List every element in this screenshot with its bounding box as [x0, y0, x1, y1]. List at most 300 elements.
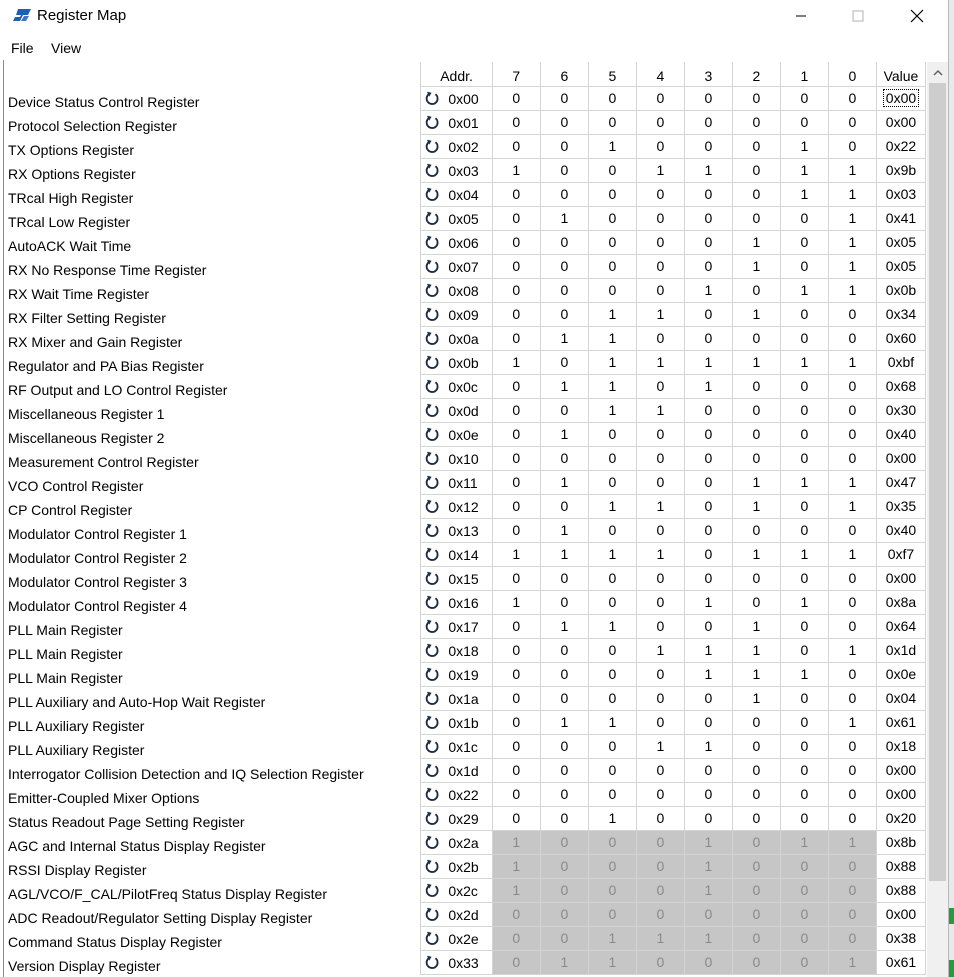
- bit-cell-4[interactable]: 0: [636, 782, 684, 806]
- bit-cell-1[interactable]: 1: [780, 182, 828, 206]
- bit-cell-3[interactable]: 1: [684, 350, 732, 374]
- bit-cell-7[interactable]: 0: [492, 782, 540, 806]
- bit-cell-3[interactable]: 0: [684, 446, 732, 470]
- bit-cell-2[interactable]: 0: [732, 326, 780, 350]
- bit-cell-5[interactable]: 1: [588, 398, 636, 422]
- bit-cell-6[interactable]: 0: [540, 278, 588, 302]
- bit-cell-6[interactable]: 0: [540, 134, 588, 158]
- bit-cell-3[interactable]: 1: [684, 158, 732, 182]
- bit-cell-3[interactable]: 0: [684, 254, 732, 278]
- bit-cell-1[interactable]: 0: [780, 638, 828, 662]
- bit-cell-0[interactable]: 1: [828, 182, 876, 206]
- bit-cell-3[interactable]: 0: [684, 398, 732, 422]
- bit-cell-3[interactable]: 0: [684, 470, 732, 494]
- bit-cell-7[interactable]: 0: [492, 494, 540, 518]
- bit-cell-3[interactable]: 0: [684, 422, 732, 446]
- bit-cell-1[interactable]: 0: [780, 446, 828, 470]
- bit-cell-1[interactable]: 1: [780, 350, 828, 374]
- bit-cell-6[interactable]: 0: [540, 86, 588, 110]
- bit-cell-7[interactable]: 1: [492, 590, 540, 614]
- register-value-cell[interactable]: [876, 926, 925, 950]
- refresh-icon[interactable]: [424, 547, 440, 563]
- bit-cell-1[interactable]: 0: [780, 422, 828, 446]
- bit-cell-1[interactable]: 0: [780, 86, 828, 110]
- bit-cell-5[interactable]: 0: [588, 158, 636, 182]
- register-value-cell[interactable]: [876, 878, 925, 902]
- bit-cell-6[interactable]: 1: [540, 542, 588, 566]
- register-value-cell[interactable]: [876, 950, 925, 974]
- register-value-cell[interactable]: [876, 446, 925, 470]
- bit-cell-7[interactable]: 0: [492, 134, 540, 158]
- register-value-cell[interactable]: [876, 830, 925, 854]
- bit-cell-6[interactable]: 1: [540, 614, 588, 638]
- bit-cell-7[interactable]: 0: [492, 662, 540, 686]
- refresh-icon[interactable]: [424, 523, 440, 539]
- bit-cell-0[interactable]: 0: [828, 86, 876, 110]
- bit-cell-4[interactable]: 0: [636, 686, 684, 710]
- bit-cell-0[interactable]: 1: [828, 158, 876, 182]
- refresh-icon[interactable]: [424, 139, 440, 155]
- bit-cell-2[interactable]: 1: [732, 470, 780, 494]
- bit-cell-4[interactable]: 0: [636, 86, 684, 110]
- register-value-cell[interactable]: [876, 206, 925, 230]
- bit-cell-6[interactable]: 1: [540, 206, 588, 230]
- bit-cell-2[interactable]: 0: [732, 182, 780, 206]
- bit-cell-7[interactable]: 0: [492, 398, 540, 422]
- bit-cell-4[interactable]: 1: [636, 398, 684, 422]
- bit-cell-4[interactable]: 0: [636, 254, 684, 278]
- refresh-icon[interactable]: [424, 259, 440, 275]
- refresh-icon[interactable]: [424, 427, 440, 443]
- bit-cell-5[interactable]: 0: [588, 662, 636, 686]
- bit-cell-7[interactable]: 0: [492, 806, 540, 830]
- bit-cell-3[interactable]: 0: [684, 182, 732, 206]
- bit-cell-0[interactable]: 0: [828, 614, 876, 638]
- bit-cell-0[interactable]: 0: [828, 422, 876, 446]
- refresh-icon[interactable]: [424, 763, 440, 779]
- bit-cell-7[interactable]: 0: [492, 710, 540, 734]
- bit-cell-5[interactable]: 1: [588, 134, 636, 158]
- bit-cell-3[interactable]: 0: [684, 134, 732, 158]
- minimize-button[interactable]: [778, 0, 824, 32]
- bit-cell-0[interactable]: 0: [828, 566, 876, 590]
- bit-cell-2[interactable]: 0: [732, 278, 780, 302]
- bit-cell-6[interactable]: 0: [540, 446, 588, 470]
- refresh-icon[interactable]: [424, 355, 440, 371]
- bit-cell-3[interactable]: 0: [684, 710, 732, 734]
- bit-cell-1[interactable]: 0: [780, 206, 828, 230]
- bit-cell-2[interactable]: 0: [732, 518, 780, 542]
- bit-cell-4[interactable]: 1: [636, 542, 684, 566]
- bit-cell-0[interactable]: 0: [828, 734, 876, 758]
- bit-cell-2[interactable]: 1: [732, 350, 780, 374]
- refresh-icon[interactable]: [424, 955, 440, 971]
- bit-cell-1[interactable]: 0: [780, 614, 828, 638]
- bit-cell-6[interactable]: 0: [540, 638, 588, 662]
- bit-cell-7[interactable]: 0: [492, 110, 540, 134]
- bit-cell-2[interactable]: 1: [732, 662, 780, 686]
- bit-cell-6[interactable]: 0: [540, 686, 588, 710]
- bit-cell-1[interactable]: 0: [780, 782, 828, 806]
- bit-cell-5[interactable]: 0: [588, 278, 636, 302]
- bit-cell-5[interactable]: 0: [588, 638, 636, 662]
- refresh-icon[interactable]: [424, 283, 440, 299]
- register-value-cell[interactable]: [876, 758, 925, 782]
- refresh-icon[interactable]: [424, 739, 440, 755]
- bit-cell-4[interactable]: 0: [636, 206, 684, 230]
- refresh-icon[interactable]: [424, 475, 440, 491]
- bit-cell-6[interactable]: 1: [540, 470, 588, 494]
- bit-cell-4[interactable]: 0: [636, 422, 684, 446]
- bit-cell-6[interactable]: 1: [540, 326, 588, 350]
- register-value-cell[interactable]: [876, 86, 925, 110]
- bit-cell-1[interactable]: 0: [780, 302, 828, 326]
- bit-cell-7[interactable]: 0: [492, 734, 540, 758]
- bit-cell-1[interactable]: 1: [780, 470, 828, 494]
- bit-cell-7[interactable]: 0: [492, 470, 540, 494]
- refresh-icon[interactable]: [424, 883, 440, 899]
- bit-cell-1[interactable]: 1: [780, 590, 828, 614]
- bit-cell-4[interactable]: 0: [636, 710, 684, 734]
- bit-cell-4[interactable]: 0: [636, 518, 684, 542]
- bit-cell-3[interactable]: 0: [684, 494, 732, 518]
- bit-cell-5[interactable]: 0: [588, 182, 636, 206]
- refresh-icon[interactable]: [424, 403, 440, 419]
- refresh-icon[interactable]: [424, 931, 440, 947]
- bit-cell-3[interactable]: 0: [684, 758, 732, 782]
- bit-cell-7[interactable]: 0: [492, 614, 540, 638]
- bit-cell-2[interactable]: 0: [732, 806, 780, 830]
- bit-cell-2[interactable]: 1: [732, 638, 780, 662]
- register-value-cell[interactable]: [876, 182, 925, 206]
- bit-cell-4[interactable]: 1: [636, 734, 684, 758]
- bit-cell-1[interactable]: 0: [780, 326, 828, 350]
- bit-cell-0[interactable]: 1: [828, 350, 876, 374]
- refresh-icon[interactable]: [424, 235, 440, 251]
- register-value-cell[interactable]: [876, 806, 925, 830]
- register-value-cell[interactable]: [876, 398, 925, 422]
- refresh-icon[interactable]: [424, 211, 440, 227]
- bit-cell-6[interactable]: 0: [540, 590, 588, 614]
- bit-cell-1[interactable]: 0: [780, 710, 828, 734]
- bit-cell-7[interactable]: 0: [492, 422, 540, 446]
- bit-cell-2[interactable]: 0: [732, 758, 780, 782]
- refresh-icon[interactable]: [424, 787, 440, 803]
- register-value-cell[interactable]: [876, 902, 925, 926]
- menu-view[interactable]: View: [51, 40, 82, 56]
- refresh-icon[interactable]: [424, 715, 440, 731]
- bit-cell-0[interactable]: 1: [828, 230, 876, 254]
- bit-cell-3[interactable]: 1: [684, 374, 732, 398]
- bit-cell-3[interactable]: 0: [684, 86, 732, 110]
- bit-cell-7[interactable]: 1: [492, 542, 540, 566]
- bit-cell-2[interactable]: 0: [732, 446, 780, 470]
- bit-cell-3[interactable]: 0: [684, 518, 732, 542]
- bit-cell-3[interactable]: 0: [684, 230, 732, 254]
- bit-cell-2[interactable]: 1: [732, 254, 780, 278]
- bit-cell-5[interactable]: 0: [588, 110, 636, 134]
- bit-cell-0[interactable]: 1: [828, 206, 876, 230]
- bit-cell-0[interactable]: 1: [828, 638, 876, 662]
- refresh-icon[interactable]: [424, 379, 440, 395]
- bit-cell-1[interactable]: 0: [780, 110, 828, 134]
- bit-cell-4[interactable]: 0: [636, 614, 684, 638]
- bit-cell-5[interactable]: 0: [588, 686, 636, 710]
- bit-cell-5[interactable]: 1: [588, 542, 636, 566]
- vertical-scrollbar[interactable]: [927, 62, 948, 977]
- bit-cell-1[interactable]: 0: [780, 806, 828, 830]
- bit-cell-0[interactable]: 0: [828, 326, 876, 350]
- bit-cell-3[interactable]: 0: [684, 686, 732, 710]
- bit-cell-6[interactable]: 0: [540, 350, 588, 374]
- bit-cell-3[interactable]: 0: [684, 542, 732, 566]
- register-value-cell[interactable]: [876, 254, 925, 278]
- bit-cell-1[interactable]: 0: [780, 686, 828, 710]
- register-value-cell[interactable]: [876, 302, 925, 326]
- refresh-icon[interactable]: [424, 91, 440, 107]
- bit-cell-3[interactable]: 1: [684, 734, 732, 758]
- bit-cell-5[interactable]: 1: [588, 710, 636, 734]
- refresh-icon[interactable]: [424, 907, 440, 923]
- refresh-icon[interactable]: [424, 835, 440, 851]
- register-value-cell[interactable]: [876, 686, 925, 710]
- bit-cell-1[interactable]: 0: [780, 398, 828, 422]
- register-value-cell[interactable]: [876, 734, 925, 758]
- bit-cell-3[interactable]: 0: [684, 326, 732, 350]
- bit-cell-1[interactable]: 0: [780, 254, 828, 278]
- bit-cell-3[interactable]: 1: [684, 638, 732, 662]
- bit-cell-7[interactable]: 0: [492, 518, 540, 542]
- bit-cell-6[interactable]: 1: [540, 422, 588, 446]
- bit-cell-3[interactable]: 0: [684, 110, 732, 134]
- bit-cell-2[interactable]: 0: [732, 398, 780, 422]
- bit-cell-0[interactable]: 1: [828, 542, 876, 566]
- bit-cell-2[interactable]: 0: [732, 710, 780, 734]
- bit-cell-2[interactable]: 0: [732, 374, 780, 398]
- bit-cell-0[interactable]: 1: [828, 494, 876, 518]
- bit-cell-6[interactable]: 0: [540, 782, 588, 806]
- bit-cell-0[interactable]: 0: [828, 134, 876, 158]
- bit-cell-0[interactable]: 0: [828, 758, 876, 782]
- register-value-cell[interactable]: [876, 326, 925, 350]
- bit-cell-7[interactable]: 0: [492, 182, 540, 206]
- register-value-cell[interactable]: [876, 350, 925, 374]
- bit-cell-6[interactable]: 1: [540, 518, 588, 542]
- bit-cell-3[interactable]: 0: [684, 614, 732, 638]
- bit-cell-6[interactable]: 0: [540, 158, 588, 182]
- bit-cell-6[interactable]: 0: [540, 182, 588, 206]
- bit-cell-5[interactable]: 1: [588, 350, 636, 374]
- bit-cell-5[interactable]: 0: [588, 758, 636, 782]
- bit-cell-5[interactable]: 0: [588, 422, 636, 446]
- bit-cell-6[interactable]: 0: [540, 110, 588, 134]
- bit-cell-5[interactable]: 1: [588, 614, 636, 638]
- bit-cell-4[interactable]: 1: [636, 302, 684, 326]
- bit-cell-1[interactable]: 1: [780, 134, 828, 158]
- refresh-icon[interactable]: [424, 619, 440, 635]
- bit-cell-0[interactable]: 0: [828, 686, 876, 710]
- bit-cell-7[interactable]: 0: [492, 758, 540, 782]
- refresh-icon[interactable]: [424, 307, 440, 323]
- bit-cell-6[interactable]: 0: [540, 302, 588, 326]
- register-value-cell[interactable]: [876, 494, 925, 518]
- bit-cell-4[interactable]: 0: [636, 374, 684, 398]
- bit-cell-7[interactable]: 1: [492, 350, 540, 374]
- bit-cell-1[interactable]: 0: [780, 758, 828, 782]
- bit-cell-5[interactable]: 1: [588, 302, 636, 326]
- bit-cell-5[interactable]: 0: [588, 518, 636, 542]
- bit-cell-7[interactable]: 0: [492, 686, 540, 710]
- scroll-up-button[interactable]: [927, 62, 948, 82]
- bit-cell-0[interactable]: 0: [828, 302, 876, 326]
- bit-cell-4[interactable]: 0: [636, 134, 684, 158]
- refresh-icon[interactable]: [424, 163, 440, 179]
- refresh-icon[interactable]: [424, 499, 440, 515]
- bit-cell-4[interactable]: 0: [636, 230, 684, 254]
- bit-cell-3[interactable]: 0: [684, 302, 732, 326]
- bit-cell-3[interactable]: 1: [684, 590, 732, 614]
- bit-cell-0[interactable]: 1: [828, 254, 876, 278]
- bit-cell-5[interactable]: 0: [588, 230, 636, 254]
- bit-cell-4[interactable]: 0: [636, 806, 684, 830]
- scroll-thumb[interactable]: [929, 83, 946, 881]
- bit-cell-4[interactable]: 0: [636, 662, 684, 686]
- bit-cell-1[interactable]: 1: [780, 542, 828, 566]
- bit-cell-4[interactable]: 0: [636, 278, 684, 302]
- bit-cell-6[interactable]: 0: [540, 494, 588, 518]
- bit-cell-2[interactable]: 1: [732, 614, 780, 638]
- bit-cell-1[interactable]: 0: [780, 566, 828, 590]
- refresh-icon[interactable]: [424, 667, 440, 683]
- bit-cell-2[interactable]: 0: [732, 734, 780, 758]
- bit-cell-7[interactable]: 0: [492, 254, 540, 278]
- register-value-cell[interactable]: [876, 518, 925, 542]
- bit-cell-2[interactable]: 0: [732, 782, 780, 806]
- bit-cell-0[interactable]: 0: [828, 590, 876, 614]
- refresh-icon[interactable]: [424, 571, 440, 587]
- bit-cell-2[interactable]: 0: [732, 566, 780, 590]
- bit-cell-5[interactable]: 1: [588, 494, 636, 518]
- bit-cell-6[interactable]: 0: [540, 254, 588, 278]
- bit-cell-6[interactable]: 0: [540, 662, 588, 686]
- bit-cell-0[interactable]: 0: [828, 806, 876, 830]
- bit-cell-7[interactable]: 0: [492, 230, 540, 254]
- bit-cell-1[interactable]: 0: [780, 374, 828, 398]
- bit-cell-0[interactable]: 0: [828, 446, 876, 470]
- bit-cell-0[interactable]: 0: [828, 662, 876, 686]
- register-value-cell[interactable]: [876, 278, 925, 302]
- bit-cell-0[interactable]: 1: [828, 278, 876, 302]
- bit-cell-7[interactable]: 0: [492, 302, 540, 326]
- bit-cell-5[interactable]: 0: [588, 734, 636, 758]
- bit-cell-3[interactable]: 0: [684, 566, 732, 590]
- refresh-icon[interactable]: [424, 691, 440, 707]
- bit-cell-4[interactable]: 0: [636, 758, 684, 782]
- bit-cell-3[interactable]: 0: [684, 782, 732, 806]
- bit-cell-7[interactable]: 0: [492, 206, 540, 230]
- bit-cell-2[interactable]: 1: [732, 494, 780, 518]
- refresh-icon[interactable]: [424, 187, 440, 203]
- bit-cell-6[interactable]: 0: [540, 566, 588, 590]
- register-value-cell[interactable]: [876, 590, 925, 614]
- bit-cell-0[interactable]: 0: [828, 518, 876, 542]
- bit-cell-2[interactable]: 1: [732, 542, 780, 566]
- bit-cell-4[interactable]: 0: [636, 470, 684, 494]
- bit-cell-2[interactable]: 0: [732, 158, 780, 182]
- bit-cell-1[interactable]: 1: [780, 662, 828, 686]
- menu-file[interactable]: File: [11, 40, 34, 56]
- bit-cell-1[interactable]: 1: [780, 278, 828, 302]
- bit-cell-2[interactable]: 0: [732, 110, 780, 134]
- bit-cell-4[interactable]: 1: [636, 638, 684, 662]
- bit-cell-2[interactable]: 0: [732, 590, 780, 614]
- bit-cell-4[interactable]: 0: [636, 182, 684, 206]
- bit-cell-1[interactable]: 0: [780, 518, 828, 542]
- register-value-cell[interactable]: [876, 110, 925, 134]
- refresh-icon[interactable]: [424, 859, 440, 875]
- register-value-cell[interactable]: [876, 158, 925, 182]
- bit-cell-5[interactable]: 0: [588, 86, 636, 110]
- bit-cell-6[interactable]: 0: [540, 398, 588, 422]
- bit-cell-4[interactable]: 1: [636, 158, 684, 182]
- bit-cell-0[interactable]: 0: [828, 374, 876, 398]
- register-value-cell[interactable]: [876, 542, 925, 566]
- bit-cell-5[interactable]: 0: [588, 254, 636, 278]
- bit-cell-2[interactable]: 1: [732, 686, 780, 710]
- bit-cell-7[interactable]: 0: [492, 566, 540, 590]
- bit-cell-0[interactable]: 0: [828, 398, 876, 422]
- register-value-cell[interactable]: [876, 230, 925, 254]
- bit-cell-1[interactable]: 0: [780, 230, 828, 254]
- bit-cell-6[interactable]: 1: [540, 374, 588, 398]
- bit-cell-5[interactable]: 0: [588, 590, 636, 614]
- refresh-icon[interactable]: [424, 811, 440, 827]
- bit-cell-6[interactable]: 0: [540, 734, 588, 758]
- bit-cell-5[interactable]: 0: [588, 566, 636, 590]
- bit-cell-2[interactable]: 1: [732, 302, 780, 326]
- bit-cell-3[interactable]: 0: [684, 806, 732, 830]
- bit-cell-4[interactable]: 0: [636, 566, 684, 590]
- register-value-cell[interactable]: [876, 134, 925, 158]
- bit-cell-5[interactable]: 1: [588, 806, 636, 830]
- bit-cell-4[interactable]: 0: [636, 326, 684, 350]
- register-value-cell[interactable]: [876, 854, 925, 878]
- bit-cell-6[interactable]: 1: [540, 710, 588, 734]
- register-value-cell[interactable]: [876, 374, 925, 398]
- bit-cell-5[interactable]: 1: [588, 374, 636, 398]
- bit-cell-4[interactable]: 0: [636, 110, 684, 134]
- bit-cell-3[interactable]: 1: [684, 662, 732, 686]
- bit-cell-2[interactable]: 0: [732, 134, 780, 158]
- bit-cell-7[interactable]: 0: [492, 326, 540, 350]
- bit-cell-5[interactable]: 0: [588, 782, 636, 806]
- bit-cell-3[interactable]: 0: [684, 206, 732, 230]
- close-button[interactable]: [894, 0, 940, 32]
- refresh-icon[interactable]: [424, 595, 440, 611]
- refresh-icon[interactable]: [424, 451, 440, 467]
- bit-cell-1[interactable]: 0: [780, 734, 828, 758]
- bit-cell-7[interactable]: 0: [492, 278, 540, 302]
- bit-cell-6[interactable]: 0: [540, 758, 588, 782]
- register-value-cell[interactable]: [876, 422, 925, 446]
- register-value-cell[interactable]: [876, 662, 925, 686]
- bit-cell-0[interactable]: 0: [828, 110, 876, 134]
- refresh-icon[interactable]: [424, 331, 440, 347]
- bit-cell-7[interactable]: 0: [492, 638, 540, 662]
- bit-cell-7[interactable]: 1: [492, 158, 540, 182]
- bit-cell-5[interactable]: 0: [588, 470, 636, 494]
- bit-cell-1[interactable]: 1: [780, 158, 828, 182]
